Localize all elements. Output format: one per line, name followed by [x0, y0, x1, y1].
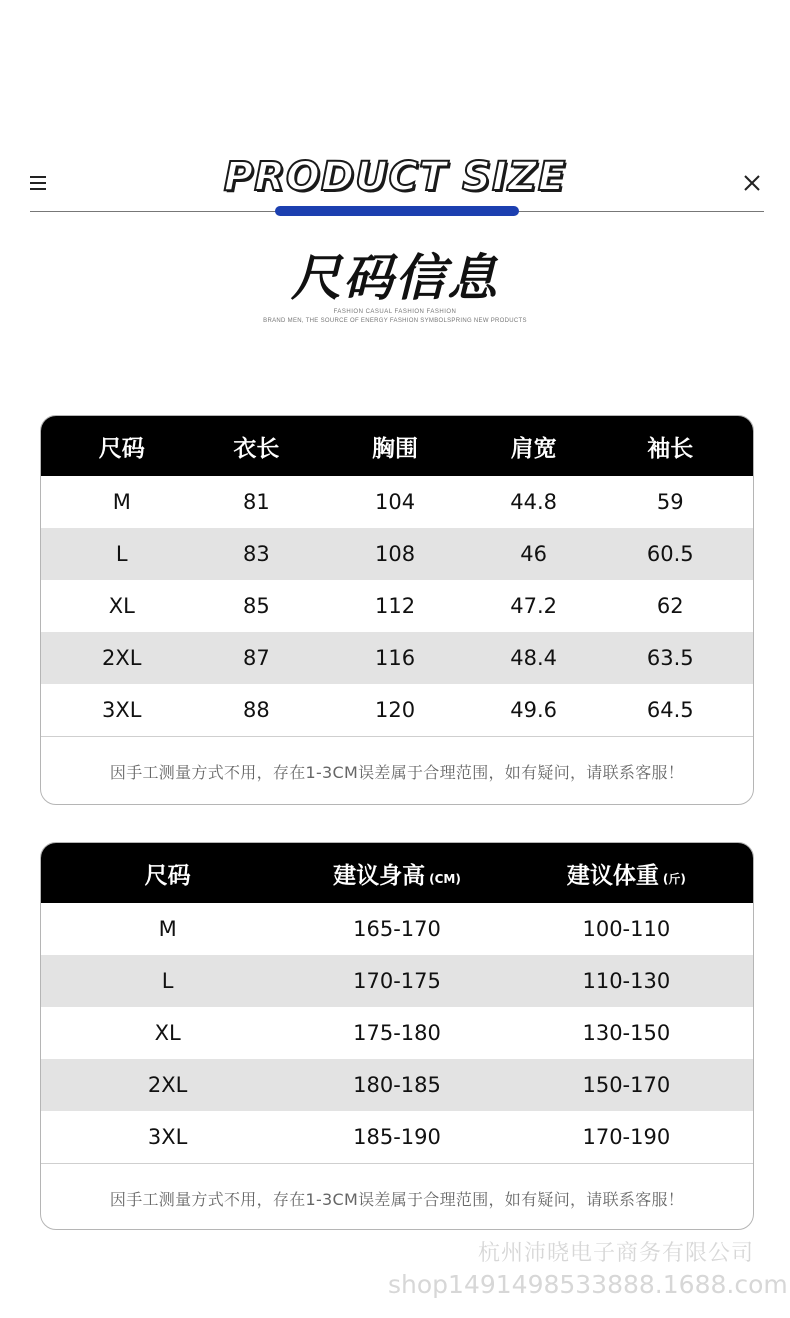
table-cell: 3XL [147, 1125, 188, 1149]
table-cell: 59 [656, 490, 684, 514]
table-header [41, 416, 753, 476]
table-cell: 180-185 [353, 1073, 441, 1097]
table-row [41, 632, 753, 684]
table-cell: XL [108, 594, 135, 618]
unit-label: (CM) [429, 871, 461, 886]
table-row [41, 1059, 753, 1111]
table-row [41, 476, 753, 528]
header-size: 尺码 [98, 435, 145, 462]
table-cell: M [112, 490, 131, 514]
table-row [41, 580, 753, 632]
table-cell: 49.6 [510, 698, 558, 722]
table-row [41, 1111, 753, 1163]
header-shoulder: 肩宽 [510, 435, 557, 462]
table-cell: 110-130 [582, 969, 671, 993]
header-height: 建议身高 (CM) [333, 862, 461, 889]
section-title: 尺码信息 [291, 249, 499, 307]
table-cell: 46 [520, 542, 547, 566]
tagline-line-2: BRAND MEN, THE SOURCE OF ENERGY FASHION SYMBOLSPRING NEW PRODUCTS [263, 318, 527, 324]
table-cell: 85 [243, 594, 270, 618]
table-row [41, 528, 753, 580]
table-cell: L [115, 542, 128, 566]
table-header [41, 843, 753, 903]
table-cell: 130-150 [582, 1021, 671, 1045]
size-chart-table [40, 415, 754, 805]
table-cell: 2XL [102, 646, 142, 670]
accent-bar [275, 206, 519, 216]
watermark-company: 杭州沛晓电子商务有限公司 [478, 1241, 755, 1266]
table-cell: 88 [243, 698, 270, 722]
table-cell: 87 [243, 646, 270, 670]
table-cell: M [158, 917, 177, 941]
header-length: 衣长 [233, 435, 280, 462]
watermark-shop-url: shop1491498533888.1688.com [388, 1270, 788, 1299]
table-cell: 108 [374, 542, 416, 566]
table-cell: 63.5 [646, 646, 694, 670]
table-cell: 48.4 [510, 646, 558, 670]
table-cell: 170-175 [353, 969, 441, 993]
table-cell: XL [154, 1021, 181, 1045]
table-cell: 150-170 [582, 1073, 671, 1097]
table-cell: 47.2 [510, 594, 558, 618]
unit-label: (斤) [662, 871, 686, 886]
fit-recommendation-table [40, 842, 754, 1230]
table-cell: 81 [243, 490, 270, 514]
table-row [41, 684, 753, 736]
table-cell: 175-180 [353, 1021, 441, 1045]
table-cell: 2XL [147, 1073, 188, 1097]
header-weight: 建议体重 (斤) [566, 862, 686, 889]
header-sleeve: 袖长 [647, 435, 694, 462]
table-cell: 83 [243, 542, 270, 566]
table-cell: 3XL [102, 698, 142, 722]
table-cell: 165-170 [353, 917, 441, 941]
table-cell: 62 [656, 594, 684, 618]
table-cell: 120 [374, 698, 416, 722]
table-cell: 44.8 [510, 490, 558, 514]
table-cell: 112 [374, 594, 416, 618]
header-chest: 胸围 [372, 435, 419, 462]
table-cell: 64.5 [646, 698, 694, 722]
table-row [41, 903, 753, 955]
header-size: 尺码 [144, 862, 191, 889]
measurement-note: 因手工测量方式不用，存在1-3CM误差属于合理范围，如有疑问，请联系客服！ [109, 1189, 685, 1209]
table-cell: 170-190 [582, 1125, 671, 1149]
table-cell: L [161, 969, 174, 993]
table-row [41, 1007, 753, 1059]
measurement-note: 因手工测量方式不用，存在1-3CM误差属于合理范围，如有疑问，请联系客服！ [109, 762, 685, 782]
page-title: PRODUCT SIZE [223, 154, 567, 200]
table-cell: 60.5 [646, 542, 694, 566]
table-row [41, 955, 753, 1007]
table-cell: 100-110 [582, 917, 671, 941]
table-cell: 104 [374, 490, 416, 514]
table-cell: 185-190 [353, 1125, 441, 1149]
tagline-line-1: FASHION CASUAL FASHION FASHION [333, 309, 457, 315]
table-cell: 116 [374, 646, 416, 670]
